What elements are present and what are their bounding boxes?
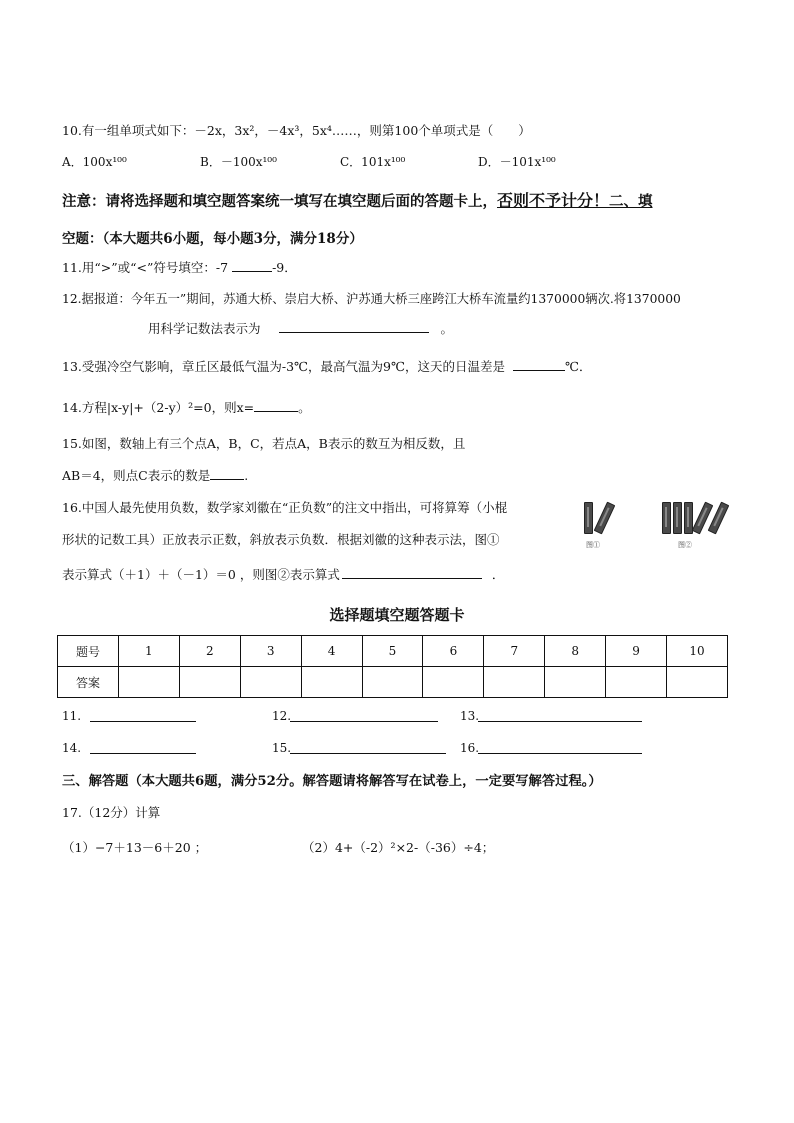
- q15-blank: [210, 467, 244, 480]
- answer-line-label: 13.: [460, 709, 480, 723]
- q14-text: 14.方程|x-y|+（2-y）²=0，则x=: [62, 400, 255, 415]
- q10-option-d: D．－101x¹⁰⁰: [478, 155, 556, 169]
- counting-rods-figure-2: [660, 498, 730, 550]
- q10-option-a: A．100x¹⁰⁰: [62, 155, 127, 169]
- answer-card-header-row: [58, 636, 728, 667]
- notice-emphasis: 否则不予计分！: [497, 191, 610, 210]
- answer-line-blank[interactable]: [290, 741, 446, 754]
- answer-card-answer-row: [58, 667, 728, 698]
- answer-line-label: 15.: [272, 741, 292, 755]
- q12-line1: 12.据报道：今年五一”期间，苏通大桥、崇启大桥、沪苏通大桥三座跨江大桥车流量约1370000辆次.将1370000: [62, 292, 681, 306]
- answer-line-label: 14.: [62, 741, 82, 755]
- figure-2-caption: 图②: [678, 541, 692, 549]
- q13-tail: ℃．: [564, 359, 592, 374]
- answer-cell[interactable]: [484, 667, 545, 698]
- section2-title-start: 二、填: [609, 193, 653, 210]
- figure-1-caption: 图①: [586, 541, 600, 549]
- q15-line2: [62, 466, 248, 484]
- answer-card-number: 6: [423, 636, 484, 667]
- q15-text: AB＝4，则点C表示的数是: [62, 468, 211, 483]
- answer-card-number: 8: [545, 636, 606, 667]
- answer-line-label: 11.: [62, 709, 82, 723]
- answer-line-16: [460, 741, 479, 755]
- section3-title: 三、解答题（本大题共6题，满分52分。解答题请将解答写在试卷上，一定要写解答过程。）: [62, 774, 602, 789]
- q17-part2: （2）4+（-2）²×2-（-36）÷4；: [302, 840, 495, 855]
- q11: [62, 258, 297, 276]
- answer-card-number: 1: [118, 636, 179, 667]
- answer-cell[interactable]: [362, 667, 423, 698]
- q10-stem: 10.有一组单项式如下：－2x，3x²，－4x³，5x⁴……，则第100个单项式是（ ）: [62, 123, 531, 138]
- rod-upright: [584, 502, 593, 534]
- answer-line-11: [62, 709, 81, 723]
- answer-cell[interactable]: [545, 667, 606, 698]
- answer-line-12: [272, 709, 291, 723]
- q11-text: 11.用“>”或“<”符号填空：-7: [62, 260, 229, 275]
- answer-card-title: 选择题填空题答题卡: [329, 606, 465, 624]
- q14: [62, 398, 311, 416]
- answer-cell[interactable]: [179, 667, 240, 698]
- answer-card-table: [57, 635, 728, 698]
- answer-line-blank[interactable]: [478, 709, 642, 722]
- counting-rods-figure-1: [580, 498, 620, 550]
- answer-line-blank[interactable]: [290, 709, 438, 722]
- answer-line-14: [62, 741, 81, 755]
- rod-slanted: [594, 502, 616, 535]
- q16-line2: 形状的记数工具）正放表示正数，斜放表示负数．根据刘徽的这种表示法，图①: [62, 532, 500, 547]
- q16-blank: [342, 566, 482, 579]
- q16-line1: 16.中国人最先使用负数，数学家刘徽在“正负数”的注文中指出，可将算筹（小棍: [62, 500, 508, 515]
- q16-text: 表示算式（＋1）＋（－1）＝0 ，则图②表示算式: [62, 567, 340, 582]
- answer-line-blank[interactable]: [478, 741, 642, 754]
- answer-cell[interactable]: [423, 667, 484, 698]
- answer-card-number: 3: [240, 636, 301, 667]
- q11-tail: -9．: [272, 260, 297, 275]
- q12-blank: [279, 320, 429, 333]
- notice-line: [62, 188, 653, 211]
- answer-card-number: 10: [667, 636, 728, 667]
- q14-tail: 。: [298, 400, 311, 415]
- answer-line-label: 16.: [460, 741, 480, 755]
- answer-line-15: [272, 741, 291, 755]
- answer-line-13: [460, 709, 479, 723]
- q12-text: 用科学记数法表示为: [148, 321, 261, 336]
- q12-tail: 。: [440, 321, 453, 336]
- rod-upright: [662, 502, 671, 534]
- q12-line2: [148, 319, 453, 337]
- answer-cell[interactable]: [301, 667, 362, 698]
- answer-cell[interactable]: [667, 667, 728, 698]
- answer-line-blank[interactable]: [90, 709, 196, 722]
- answer-card-number: 9: [606, 636, 667, 667]
- q11-blank: [232, 259, 272, 272]
- section2-title: 空题：（本大题共6小题，每小题3分，满分18分）: [62, 231, 363, 247]
- answer-card-answer-label: 答案: [58, 667, 119, 698]
- answer-card-number: 2: [179, 636, 240, 667]
- q15-line1: 15.如图，数轴上有三个点A，B，C，若点A，B表示的数互为相反数，且: [62, 436, 466, 451]
- answer-line-blank[interactable]: [90, 741, 196, 754]
- q10-option-c: C．101x¹⁰⁰: [340, 155, 406, 169]
- notice-main: 注意：请将选择题和填空题答案统一填写在填空题后面的答题卡上，: [62, 193, 497, 210]
- q14-blank: [254, 399, 298, 412]
- q16-line3: [62, 565, 504, 583]
- answer-cell[interactable]: [240, 667, 301, 698]
- q16-tail: ．: [491, 567, 505, 582]
- q13: [62, 357, 591, 375]
- answer-card-number: 5: [362, 636, 423, 667]
- answer-cell[interactable]: [118, 667, 179, 698]
- rod-upright: [673, 502, 682, 534]
- q13-blank: [513, 358, 565, 371]
- answer-cell[interactable]: [606, 667, 667, 698]
- q10-option-b: B．－100x¹⁰⁰: [200, 155, 277, 169]
- q17-part1: （1）−7＋13－6＋20 ；: [62, 840, 208, 855]
- q15-tail: .: [244, 468, 249, 483]
- answer-line-label: 12.: [272, 709, 292, 723]
- answer-card-number: 7: [484, 636, 545, 667]
- answer-card-header-label: 题号: [58, 636, 119, 667]
- q17-title: 17.（12分）计算: [62, 805, 161, 820]
- q13-text: 13.受强冷空气影响，章丘区最低气温为-3℃，最高气温为9℃，这天的日温差是: [62, 359, 505, 374]
- answer-card-number: 4: [301, 636, 362, 667]
